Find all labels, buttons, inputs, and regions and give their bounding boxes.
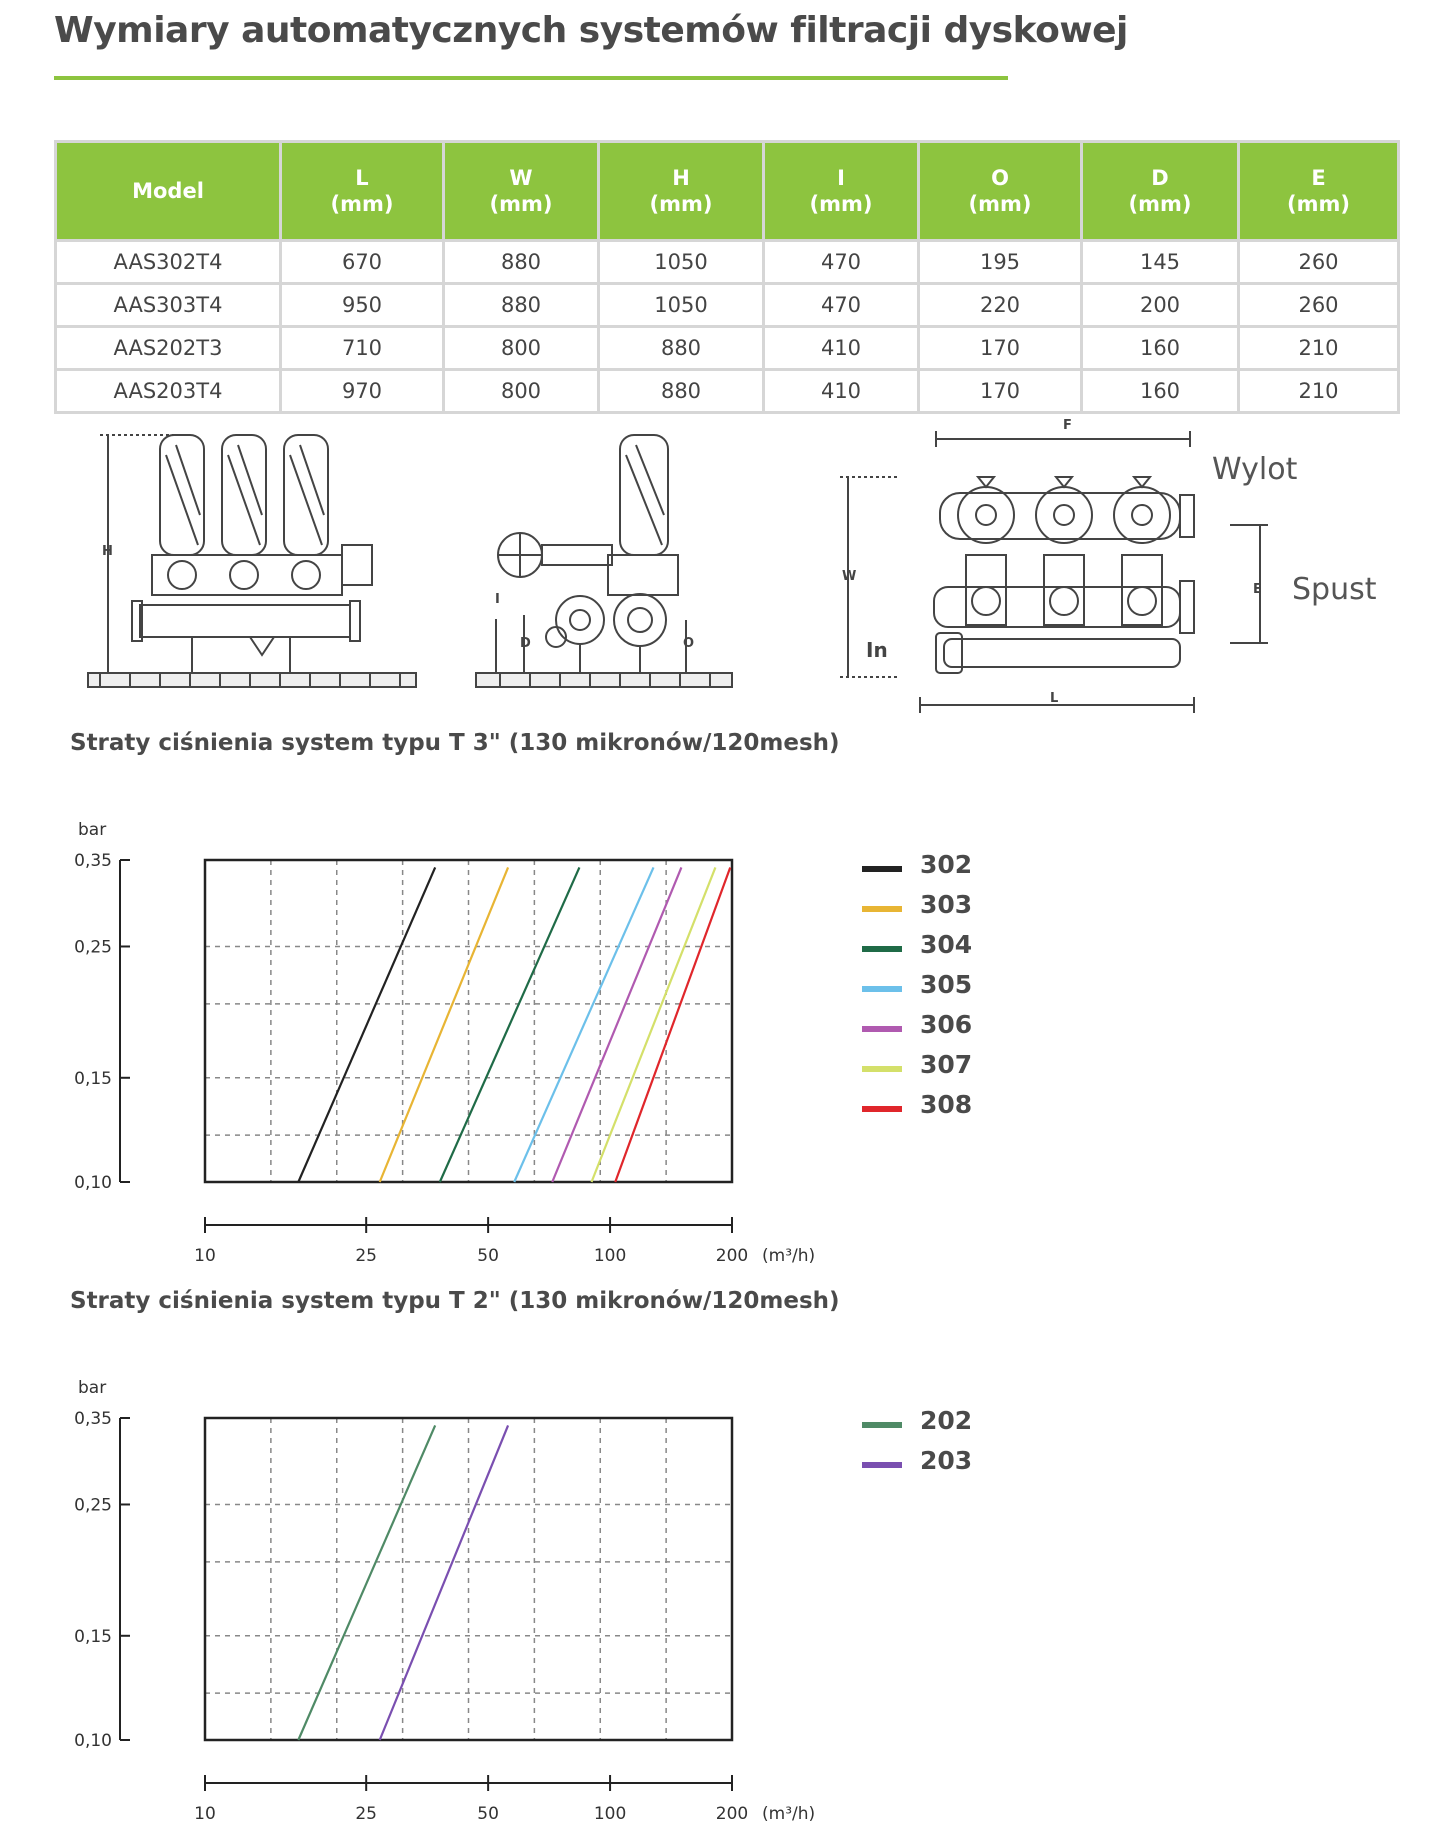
x-tick-label: 25: [355, 1246, 378, 1266]
cell-d: 145: [1082, 241, 1239, 284]
x-tick-label: 50: [477, 1804, 499, 1824]
legend-label: 202: [920, 1406, 973, 1435]
cell-d: 200: [1082, 284, 1239, 327]
x-tick-label: 200: [715, 1246, 749, 1266]
table-header-row: [56, 142, 1399, 241]
legend-label: 203: [920, 1446, 973, 1475]
dim-label-l: L: [1050, 691, 1059, 706]
chart-title-t3: Straty ciśnienia system typu T 3" (130 mikronów/120mesh): [70, 730, 840, 756]
table-row: [56, 241, 1399, 284]
inlet-label: In: [866, 638, 888, 662]
x-tick-label: 200: [715, 1804, 749, 1824]
dim-label-f: F: [1063, 418, 1072, 433]
cell-e: 210: [1239, 370, 1399, 413]
cell-e: 210: [1239, 327, 1399, 370]
cell-model: AAS303T4: [56, 284, 281, 327]
y-tick-label: 0,10: [74, 1731, 112, 1751]
chart-title-t2: Straty ciśnienia system typu T 2" (130 mikronów/120mesh): [70, 1288, 840, 1314]
column-header-e: E (mm): [1239, 142, 1399, 241]
dim-label-h: H: [102, 544, 113, 559]
cell-w: 800: [444, 370, 599, 413]
legend-swatch: [862, 866, 902, 872]
drawing-dimension-labels: [102, 418, 1262, 706]
cell-h: 1050: [599, 284, 764, 327]
legend-label: 306: [920, 1010, 973, 1039]
legend-label: 305: [920, 970, 973, 999]
column-header-model: Model: [56, 142, 281, 241]
cell-o: 195: [919, 241, 1082, 284]
legend-swatch: [862, 1026, 902, 1032]
legend-swatch: [862, 1106, 902, 1112]
page-title: Wymiary automatycznych systemów filtracji dyskowej: [54, 10, 1128, 51]
table-row: [56, 327, 1399, 370]
y-tick-label: 0,35: [74, 1409, 112, 1429]
cell-i: 410: [764, 327, 919, 370]
cell-h: 1050: [599, 241, 764, 284]
legend-label: 307: [920, 1050, 973, 1079]
pressure-loss-chart-t3: [0, 800, 840, 1280]
legend-label: 308: [920, 1090, 973, 1119]
dimensions-table: [54, 140, 1400, 414]
y-tick-label: 0,10: [74, 1173, 112, 1193]
x-axis-unit: (m³/h): [762, 1804, 816, 1824]
table-row: [56, 370, 1399, 413]
cell-i: 410: [764, 370, 919, 413]
drain-label: Spust: [1292, 572, 1377, 607]
x-tick-label: 100: [593, 1246, 627, 1266]
y-tick-label: 0,25: [74, 1495, 112, 1516]
cell-l: 710: [281, 327, 444, 370]
legend-swatch: [862, 1462, 902, 1468]
cell-h: 880: [599, 370, 764, 413]
x-tick-label: 10: [194, 1804, 216, 1824]
cell-o: 220: [919, 284, 1082, 327]
dim-label-o: O: [683, 636, 695, 651]
cell-i: 470: [764, 284, 919, 327]
cell-e: 260: [1239, 284, 1399, 327]
table-row: [56, 284, 1399, 327]
y-tick-label: 0,15: [74, 1068, 112, 1089]
x-tick-label: 25: [355, 1804, 378, 1824]
cell-w: 880: [444, 284, 599, 327]
outlet-label: Wylot: [1212, 452, 1298, 487]
cell-l: 950: [281, 284, 444, 327]
column-header-l: L (mm): [281, 142, 444, 241]
column-header-d: D (mm): [1082, 142, 1239, 241]
legend-swatch: [862, 1422, 902, 1428]
column-header-w: W (mm): [444, 142, 599, 241]
dim-label-i: I: [495, 592, 500, 607]
column-header-i: I (mm): [764, 142, 919, 241]
cell-w: 800: [444, 327, 599, 370]
cell-d: 160: [1082, 370, 1239, 413]
cell-d: 160: [1082, 327, 1239, 370]
legend-label: 304: [920, 930, 973, 959]
legend-swatch: [862, 1066, 902, 1072]
x-tick-label: 50: [477, 1246, 499, 1266]
y-axis-label: bar: [78, 1378, 107, 1398]
column-header-o: O (mm): [919, 142, 1082, 241]
legend-swatch: [862, 986, 902, 992]
front-view-drawing: [88, 435, 416, 687]
cell-o: 170: [919, 370, 1082, 413]
cell-l: 970: [281, 370, 444, 413]
legend-swatch: [862, 906, 902, 912]
legend-label: 302: [920, 850, 973, 879]
x-tick-label: 100: [593, 1804, 627, 1824]
pressure-loss-chart-t2: [0, 1358, 840, 1838]
y-tick-label: 0,15: [74, 1626, 112, 1647]
cell-model: AAS302T4: [56, 241, 281, 284]
column-header-h: H (mm): [599, 142, 764, 241]
legend-swatch: [862, 946, 902, 952]
cell-e: 260: [1239, 241, 1399, 284]
top-view-drawing: [840, 431, 1268, 713]
dim-label-e: E: [1253, 582, 1262, 597]
cell-l: 670: [281, 241, 444, 284]
x-axis-unit: (m³/h): [762, 1246, 816, 1266]
cell-w: 880: [444, 241, 599, 284]
cell-model: AAS203T4: [56, 370, 281, 413]
dim-label-d: D: [520, 636, 531, 651]
title-underline: [54, 76, 1008, 80]
cell-i: 470: [764, 241, 919, 284]
y-axis-label: bar: [78, 820, 107, 840]
cell-model: AAS202T3: [56, 327, 281, 370]
y-tick-label: 0,35: [74, 851, 112, 871]
legend-label: 303: [920, 890, 973, 919]
dim-label-w: W: [842, 569, 857, 584]
x-tick-label: 10: [194, 1246, 216, 1266]
cell-h: 880: [599, 327, 764, 370]
cell-o: 170: [919, 327, 1082, 370]
y-tick-label: 0,25: [74, 937, 112, 958]
